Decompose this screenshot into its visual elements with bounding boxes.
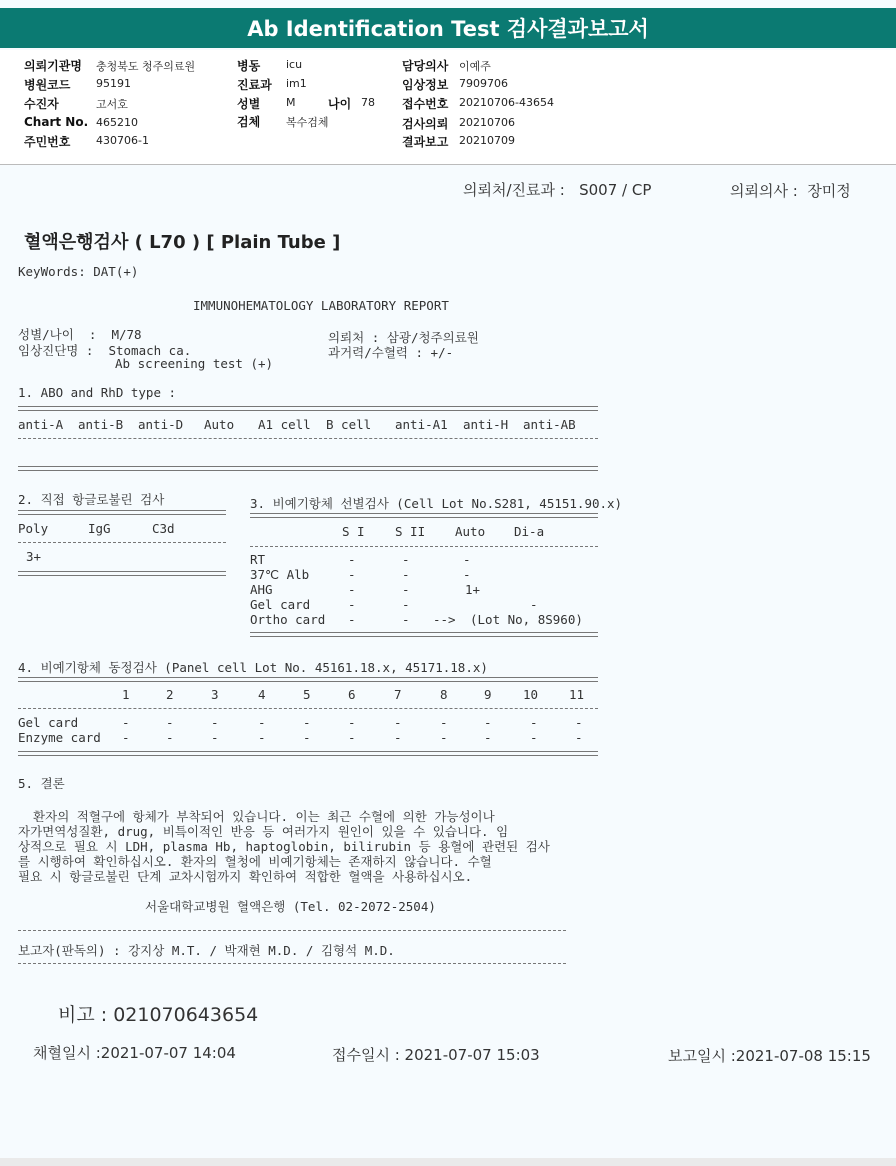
screen-cell: - — [348, 567, 356, 582]
panel-cell: - — [166, 715, 174, 730]
abo-col-a1-cell: A1 cell — [258, 417, 311, 432]
panel-cell: - — [348, 730, 356, 745]
panel-col: 3 — [211, 687, 219, 702]
panel-cell: - — [166, 730, 174, 745]
diagnosis: 임상진단명 : Stomach ca. — [18, 343, 192, 358]
screen-row-label: AHG — [250, 582, 273, 597]
conclusion-line: 를 시행하여 확인하십시오. 환자의 혈청에 비예기항체는 존재하지 않습니다. 수혈 — [18, 854, 492, 869]
patient-name-label: 수진자 — [24, 97, 59, 111]
divider — [250, 546, 598, 547]
divider — [18, 677, 598, 682]
report-title: IMMUNOHEMATOLOGY LABORATORY REPORT — [193, 298, 449, 313]
abo-col-anti-ab: anti-AB — [523, 417, 576, 432]
panel-cell: - — [530, 730, 538, 745]
ward-label: 병동 — [237, 59, 261, 73]
divider — [18, 542, 226, 543]
divider — [18, 571, 226, 576]
resident-no-label: 주민번호 — [24, 135, 71, 149]
referral-dept: 의뢰처/진료과 : S007 / CP — [463, 181, 652, 199]
screen-row-label: 37℃ Alb — [250, 567, 310, 582]
specimen-value: 복수검체 — [286, 116, 329, 129]
screen-cell: - — [463, 567, 471, 582]
report-banner: Ab Identification Test 검사결과보고서 — [0, 8, 896, 48]
abo-col-anti-a: anti-A — [18, 417, 64, 432]
conclusion-heading: 5. 결론 — [18, 776, 65, 791]
panel-cell: - — [394, 715, 402, 730]
specimen-label: 검체 — [237, 115, 261, 129]
divider — [250, 513, 598, 518]
institution: 서울대학교병원 혈액은행 (Tel. 02-2072-2504) — [145, 899, 436, 914]
conclusion-line: 필요 시 항글로불린 단계 교차시험까지 확인하여 적합한 혈액을 사용하십시오. — [18, 869, 473, 884]
panel-heading: 4. 비예기항체 동정검사 (Panel cell Lot No. 45161.18.x, 45171.18.x) — [18, 660, 488, 675]
dat-heading: 2. 직접 항글로불린 검사 — [18, 492, 165, 507]
ward-value: icu — [286, 58, 303, 71]
panel-col: 2 — [166, 687, 174, 702]
conclusion-line: 상적으로 필요 시 LDH, plasma Hb, haptoglobin, bilirubin 등 용혈에 관련된 검사 — [18, 839, 550, 854]
sex-age: 성별/나이 : M/78 — [18, 327, 142, 342]
panel-col: 4 — [258, 687, 266, 702]
divider — [18, 751, 598, 756]
screen-col-s2: S II — [395, 524, 426, 539]
panel-cell: - — [348, 715, 356, 730]
resident-no-value: 430706-1 — [96, 134, 149, 147]
hospital-label: 의뢰기관명 — [24, 59, 82, 73]
abo-col-b-cell: B cell — [326, 417, 372, 432]
chart-no-value: 465210 — [96, 116, 138, 129]
divider — [18, 406, 598, 411]
panel-cell: - — [394, 730, 402, 745]
screen-cell: - — [402, 597, 410, 612]
panel-cell: - — [440, 715, 448, 730]
panel-col: 7 — [394, 687, 402, 702]
department-label: 진료과 — [237, 78, 272, 92]
screen-cell: 1+ — [465, 582, 481, 597]
screen-col-auto: Auto — [455, 524, 486, 539]
remark: 비고 : 021070643654 — [58, 1004, 259, 1026]
panel-cell: - — [484, 715, 492, 730]
panel-cell: - — [303, 730, 311, 745]
divider — [18, 963, 566, 964]
request-date-label: 검사의뢰 — [402, 117, 449, 131]
abo-col-anti-d: anti-D — [138, 417, 184, 432]
abo-col-auto: Auto — [204, 417, 235, 432]
screen-row-label: Ortho card — [250, 612, 326, 627]
screen-cell: - — [348, 552, 356, 567]
abo-heading: 1. ABO and RhD type : — [18, 385, 177, 400]
screen-col-s1: S I — [342, 524, 365, 539]
panel-cell: - — [122, 715, 130, 730]
dat-col-poly: Poly — [18, 521, 49, 536]
divider — [18, 510, 226, 515]
screen-cell: - — [402, 612, 410, 627]
abo-col-anti-h: anti-H — [463, 417, 509, 432]
clinical-info-label: 임상정보 — [402, 78, 449, 92]
panel-cell: - — [211, 730, 219, 745]
report-date-value: 20210709 — [459, 134, 515, 147]
panel-cell: - — [258, 715, 266, 730]
sex-value: M — [286, 96, 296, 109]
hospital-value: 충청북도 청주의료원 — [96, 60, 196, 73]
panel-row-label: Gel card — [18, 715, 79, 730]
panel-col: 11 — [569, 687, 585, 702]
department-value: im1 — [286, 77, 307, 90]
divider — [18, 930, 566, 931]
dat-col-c3d: C3d — [152, 521, 175, 536]
diagnosis-note: Ab screening test (+) — [115, 356, 274, 371]
divider — [18, 466, 598, 471]
screen-cell: - — [348, 597, 356, 612]
age-value: 78 — [361, 96, 375, 109]
hospital-code-value: 95191 — [96, 77, 131, 90]
divider — [250, 632, 598, 637]
collected-time: 채혈일시 :2021-07-07 14:04 — [33, 1044, 236, 1062]
panel-col: 8 — [440, 687, 448, 702]
panel-cell: - — [575, 730, 583, 745]
divider — [18, 708, 598, 709]
age-label: 나이 — [328, 97, 352, 111]
divider — [18, 438, 598, 439]
screen-col-dia: Di-a — [514, 524, 545, 539]
patient-header — [0, 50, 896, 165]
panel-col: 1 — [122, 687, 130, 702]
page-title: 혈액은행검사 ( L70 ) [ Plain Tube ] — [24, 232, 341, 253]
conclusion-line: 자가면역성질환, drug, 비특이적인 반응 등 여러가지 원인이 있을 수 있습니다. 임 — [18, 824, 509, 839]
sex-label: 성별 — [237, 97, 261, 111]
transfusion-history: 과거력/수혈력 : +/- — [328, 345, 454, 360]
conclusion-line: 환자의 적혈구에 항체가 부착되어 있습니다. 이는 최근 수혈에 의한 가능성이나 — [18, 809, 495, 824]
screen-row-label: RT — [250, 552, 266, 567]
panel-col: 5 — [303, 687, 311, 702]
attending-value: 이예주 — [459, 60, 491, 73]
panel-cell: - — [122, 730, 130, 745]
screen-cell: --> — [433, 612, 456, 627]
clinical-info-value: 7909706 — [459, 77, 508, 90]
screen-cell: - — [402, 582, 410, 597]
panel-col: 10 — [523, 687, 539, 702]
referral-doctor: 의뢰의사 : 장미정 — [730, 182, 851, 200]
abo-col-anti-b: anti-B — [78, 417, 124, 432]
screen-row-label: Gel card — [250, 597, 311, 612]
abo-col-anti-a1: anti-A1 — [395, 417, 448, 432]
accession-label: 접수번호 — [402, 97, 449, 111]
panel-cell: - — [484, 730, 492, 745]
accession-value: 20210706-43654 — [459, 96, 554, 109]
panel-cell: - — [303, 715, 311, 730]
panel-cell: - — [440, 730, 448, 745]
screen-cell: - — [348, 612, 356, 627]
screen-cell: - — [348, 582, 356, 597]
patient-name-value: 고서호 — [96, 98, 128, 111]
panel-cell: - — [530, 715, 538, 730]
panel-cell: - — [211, 715, 219, 730]
chart-no-label: Chart No. — [24, 115, 89, 129]
screen-cell: - — [530, 597, 538, 612]
reporters: 보고자(판독의) : 강지상 M.T. / 박재현 M.D. / 김형석 M.D. — [18, 943, 395, 958]
dat-poly-value: 3+ — [26, 549, 42, 564]
screen-cell: - — [402, 552, 410, 567]
screen-cell: (Lot No, 8S960) — [470, 612, 583, 627]
panel-row-label: Enzyme card — [18, 730, 101, 745]
screen-cell: - — [402, 567, 410, 582]
panel-col: 9 — [484, 687, 492, 702]
request-date-value: 20210706 — [459, 116, 515, 129]
attending-label: 담당의사 — [402, 59, 449, 73]
panel-cell: - — [575, 715, 583, 730]
referral-org: 의뢰처 : 삼광/청주의료원 — [328, 330, 479, 345]
keywords: KeyWords: DAT(+) — [18, 264, 139, 279]
panel-col: 6 — [348, 687, 356, 702]
report-date-label: 결과보고 — [402, 135, 449, 149]
screen-heading: 3. 비예기항체 선별검사 (Cell Lot No.S281, 45151.90.x) — [250, 496, 623, 511]
hospital-code-label: 병원코드 — [24, 78, 71, 92]
reported-time: 보고일시 :2021-07-08 15:15 — [668, 1047, 871, 1065]
screen-cell: - — [463, 552, 471, 567]
panel-cell: - — [258, 730, 266, 745]
received-time: 접수일시 : 2021-07-07 15:03 — [332, 1046, 540, 1064]
dat-col-igg: IgG — [88, 521, 111, 536]
